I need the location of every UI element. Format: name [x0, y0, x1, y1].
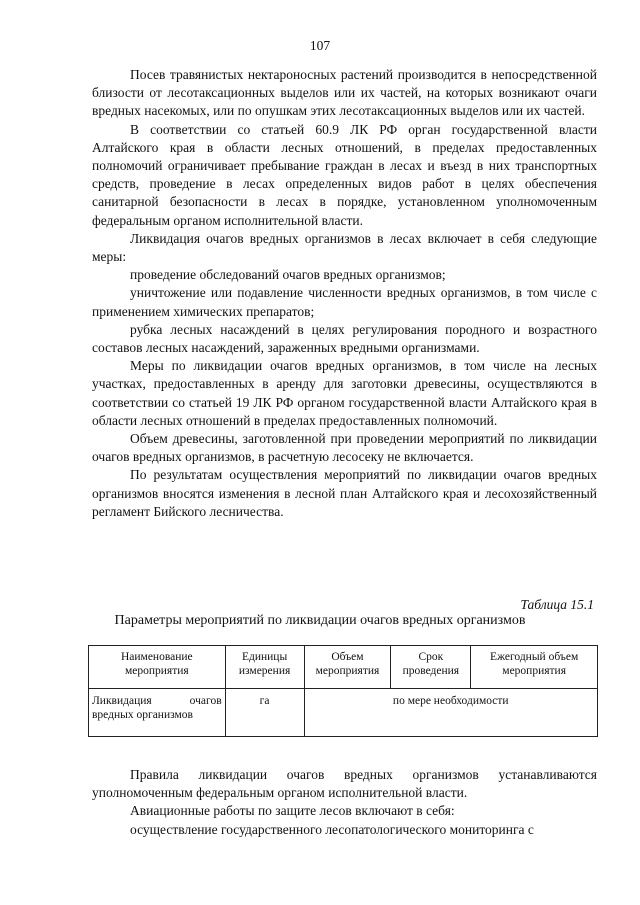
paragraph: Меры по ликвидации очагов вредных организмов, в том числе на лесных участках, предоставленных в аренду для заготовки древесины, осуществляются в соответствии со статьей 19 ЛК РФ органом государственной власти Алтайского края в области лесных отношений в пределах предоставленных полномочий.: [92, 358, 597, 428]
bottom-text: [92, 766, 597, 839]
paragraph: Посев травянистых нектароносных растений производится в непосредственной близости от лесотаксационных выделов или их частей, на которых возникают очаги вредных насекомых, или по опушкам этих лесотаксационных выделов или их частей.: [92, 67, 597, 119]
paragraph: Ликвидация очагов вредных организмов в лесах включает в себя следующие меры:: [92, 230, 597, 265]
paragraph: Авиационные работы по защите лесов включают в себя:: [130, 803, 455, 819]
table-row: [89, 689, 598, 737]
column-header: Ежегодный объем мероприятия: [471, 646, 598, 689]
paragraph: Правила ликвидации очагов вредных организмов устанавливаются уполномоченным федеральным органом исполнительной власти.: [92, 767, 597, 801]
table-cell: Ликвидация очагов вредных организмов: [89, 689, 226, 737]
column-header: Объем мероприятия: [304, 646, 391, 689]
list-item: рубка лесных насаждений в целях регулирования породного и возрастного составов лесных насаждений, зараженных вредными организмами.: [92, 321, 597, 356]
paragraph: По результатам осуществления мероприятий по ликвидации очагов вредных организмов вносятся изменения в лесной план Алтайского края и лесохозяйственный регламент Бийского лесничества.: [92, 467, 597, 519]
paragraph: Объем древесины, заготовленной при проведении мероприятий по ликвидации очагов вредных организмов, в расчетную лесосеку не включается.: [92, 431, 597, 465]
paragraph: В соответствии со статьей 60.9 ЛК РФ орган государственной власти Алтайского края в области лесных отношений, в пределах предоставленных полномочий ограничивает пребывание граждан в лесах и въезд в них транспортных средств, проведение в лесах определенных видов работ в целях обеспечения санитарной безопасности в лесах в порядке, установленном уполномоченным федеральным органом исполнительной власти.: [92, 121, 597, 228]
paragraph: осуществление государственного лесопатологического мониторинга с: [130, 821, 534, 837]
table-cell: по мере необходимости: [304, 689, 597, 737]
table-header-row: [89, 646, 598, 689]
column-header: Единицы измерения: [225, 646, 304, 689]
list-item: проведение обследований очагов вредных организмов;: [130, 267, 446, 283]
body-text: [92, 66, 597, 521]
parameters-table: [88, 645, 598, 737]
column-header: Наименование мероприятия: [89, 646, 226, 689]
table-cell: га: [225, 689, 304, 737]
table-title: Параметры мероприятий по ликвидации очагов вредных организмов: [114, 613, 526, 628]
page-number: 107: [309, 38, 331, 53]
column-header: Срок проведения: [391, 646, 471, 689]
table-caption: Таблица 15.1: [520, 597, 594, 612]
list-item: уничтожение или подавление численности вредных организмов, в том числе с применением химических препаратов;: [92, 285, 597, 319]
